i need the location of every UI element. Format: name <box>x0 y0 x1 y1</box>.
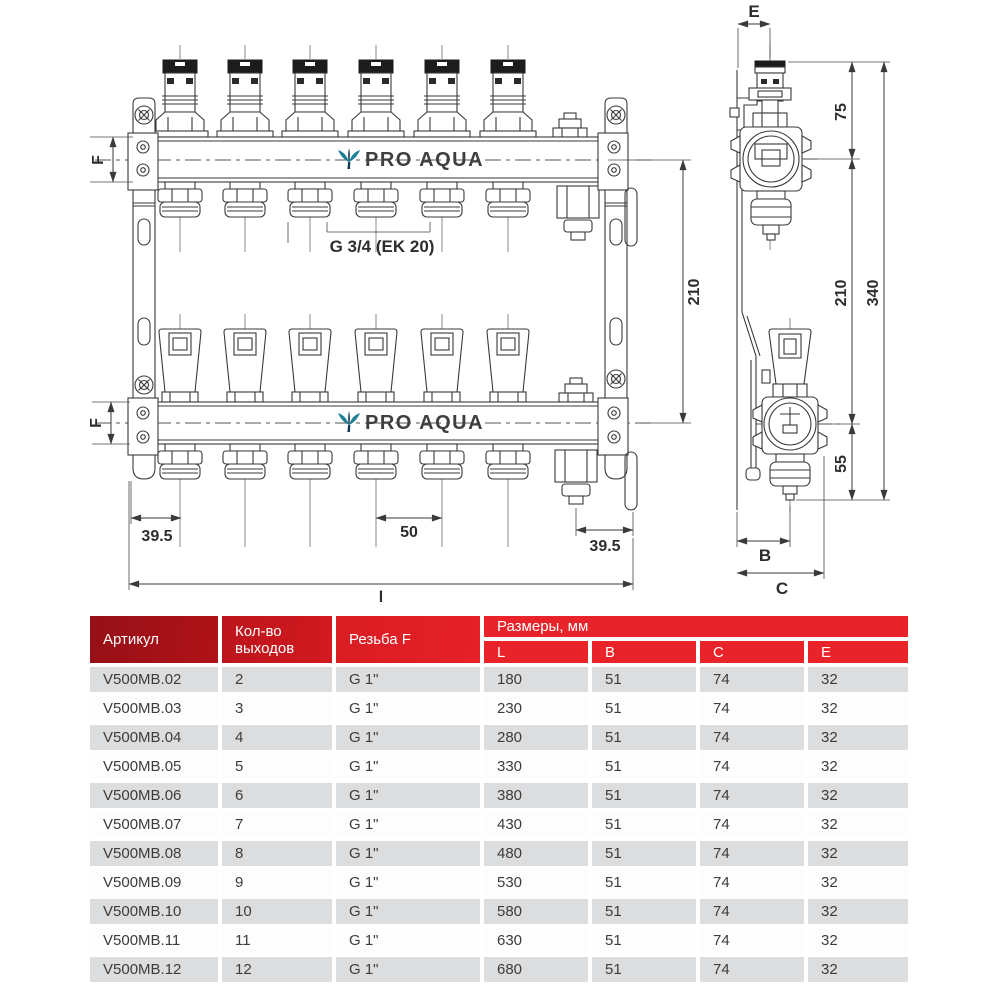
spec-cell: 74 <box>700 725 804 750</box>
spec-cell: 32 <box>808 667 908 692</box>
spec-cell: 51 <box>592 957 696 982</box>
spec-cell: 580 <box>484 899 588 924</box>
spec-cell: 2 <box>222 667 332 692</box>
side-view <box>730 2 890 598</box>
table-row <box>90 667 908 692</box>
spec-cell: V500MB.11 <box>90 928 218 953</box>
spec-cell: 32 <box>808 754 908 779</box>
dim-340 <box>865 62 884 500</box>
spec-cell: 12 <box>222 957 332 982</box>
spec-cell: 51 <box>592 696 696 721</box>
spec-cell: 74 <box>700 783 804 808</box>
svg-text:F: F <box>90 155 107 165</box>
svg-text:C: C <box>775 579 789 598</box>
spec-cell: 230 <box>484 696 588 721</box>
spec-cell: V500MB.05 <box>90 754 218 779</box>
header-c: C <box>700 641 804 663</box>
spec-cell: G 1" <box>336 667 480 692</box>
spec-cell: V500MB.08 <box>90 841 218 866</box>
table-row <box>90 783 908 808</box>
table-row <box>90 928 908 953</box>
spec-table-body <box>90 667 908 982</box>
header-thread: Резьба F <box>336 616 480 663</box>
spec-cell: 51 <box>592 667 696 692</box>
spec-cell: G 1" <box>336 696 480 721</box>
svg-text:39.5: 39.5 <box>141 528 173 545</box>
spec-cell: 32 <box>808 812 908 837</box>
spec-cell: 32 <box>808 870 908 895</box>
spec-cell: G 1" <box>336 812 480 837</box>
spec-cell: 330 <box>484 754 588 779</box>
spec-cell: 74 <box>700 899 804 924</box>
header-e: E <box>808 641 908 663</box>
front-view <box>88 45 703 606</box>
side-bottom-assembly <box>753 329 827 500</box>
left-bracket <box>128 98 158 479</box>
table-row <box>90 812 908 837</box>
header-outputs: Кол-во выходов <box>222 616 332 663</box>
dim-e <box>738 2 770 68</box>
spec-cell: 74 <box>700 667 804 692</box>
spec-cell: V500MB.06 <box>90 783 218 808</box>
table-row <box>90 899 908 924</box>
svg-text:G 3/4 (EK 20): G 3/4 (EK 20) <box>329 237 435 256</box>
spec-cell: 530 <box>484 870 588 895</box>
spec-cell: 11 <box>222 928 332 953</box>
spec-cell: G 1" <box>336 841 480 866</box>
svg-text:210: 210 <box>686 278 703 306</box>
header-dimensions-group: Размеры, мм <box>484 616 908 637</box>
spec-cell: V500MB.02 <box>90 667 218 692</box>
spec-cell: G 1" <box>336 928 480 953</box>
spec-cell: 51 <box>592 812 696 837</box>
spec-cell: V500MB.09 <box>90 870 218 895</box>
spec-cell: 32 <box>808 957 908 982</box>
spec-cell: 4 <box>222 725 332 750</box>
spec-cell: 8 <box>222 841 332 866</box>
spec-cell: G 1" <box>336 725 480 750</box>
spec-cell: 380 <box>484 783 588 808</box>
spec-cell: 32 <box>808 928 908 953</box>
spec-cell: 32 <box>808 899 908 924</box>
spec-cell: 51 <box>592 899 696 924</box>
spec-cell: V500MB.07 <box>90 812 218 837</box>
spec-cell: 32 <box>808 841 908 866</box>
spec-cell: 32 <box>808 696 908 721</box>
spec-cell: 430 <box>484 812 588 837</box>
spec-cell: 10 <box>222 899 332 924</box>
spec-table-header <box>90 616 908 663</box>
spec-cell: 51 <box>592 928 696 953</box>
spec-cell: 6 <box>222 783 332 808</box>
table-row <box>90 725 908 750</box>
spec-cell: 180 <box>484 667 588 692</box>
dim-39-5-left <box>131 481 181 545</box>
brand-label-top: PRO AQUA <box>365 149 485 171</box>
svg-text:39.5: 39.5 <box>589 538 621 555</box>
spec-cell: 74 <box>700 870 804 895</box>
spec-cell: G 1" <box>336 754 480 779</box>
svg-text:B: B <box>758 546 772 565</box>
svg-text:55: 55 <box>833 455 850 473</box>
brand-label-bottom: PRO AQUA <box>365 412 485 434</box>
spec-cell: 51 <box>592 870 696 895</box>
spec-cell: V500MB.10 <box>90 899 218 924</box>
svg-text:210: 210 <box>833 279 850 307</box>
spec-cell: V500MB.03 <box>90 696 218 721</box>
spec-cell: 9 <box>222 870 332 895</box>
spec-cell: 74 <box>700 696 804 721</box>
dim-f-top <box>90 137 133 182</box>
table-row <box>90 696 908 721</box>
spec-cell: 74 <box>700 841 804 866</box>
header-b: B <box>592 641 696 663</box>
spec-cell: 280 <box>484 725 588 750</box>
table-row <box>90 870 908 895</box>
bottom-manifold-bar <box>95 329 655 504</box>
dim-50 <box>376 518 442 541</box>
spec-cell: 630 <box>484 928 588 953</box>
svg-text:75: 75 <box>833 103 850 121</box>
spec-table <box>86 612 912 986</box>
spec-cell: 7 <box>222 812 332 837</box>
svg-text:E: E <box>748 2 760 21</box>
header-l: L <box>484 641 588 663</box>
spec-cell: 5 <box>222 754 332 779</box>
top-manifold-bar <box>95 45 655 240</box>
side-top-assembly <box>731 45 811 240</box>
spec-cell: 74 <box>700 957 804 982</box>
svg-text:l: l <box>378 589 384 606</box>
dim-210-side <box>829 159 860 424</box>
spec-cell: G 1" <box>336 899 480 924</box>
table-row <box>90 841 908 866</box>
table-row <box>90 754 908 779</box>
spec-cell: G 1" <box>336 870 480 895</box>
spec-cell: 51 <box>592 841 696 866</box>
spec-cell: 480 <box>484 841 588 866</box>
spec-cell: G 1" <box>336 783 480 808</box>
spec-cell: G 1" <box>336 957 480 982</box>
dim-39-5-right <box>576 508 633 555</box>
dim-total-length <box>129 481 633 606</box>
spec-cell: 32 <box>808 725 908 750</box>
spec-cell: 74 <box>700 812 804 837</box>
spec-cell: 74 <box>700 754 804 779</box>
spec-cell: 51 <box>592 725 696 750</box>
svg-text:340: 340 <box>865 279 882 307</box>
spec-cell: 74 <box>700 928 804 953</box>
header-article: Артикул <box>90 616 218 663</box>
spec-cell: V500MB.12 <box>90 957 218 982</box>
table-row <box>90 957 908 982</box>
spec-cell: V500MB.04 <box>90 725 218 750</box>
svg-text:50: 50 <box>400 524 418 541</box>
spec-cell: 51 <box>592 754 696 779</box>
spec-cell: 32 <box>808 783 908 808</box>
spec-cell: 680 <box>484 957 588 982</box>
dim-b <box>737 506 790 565</box>
spec-cell: 51 <box>592 783 696 808</box>
spec-cell: 3 <box>222 696 332 721</box>
svg-text:F: F <box>88 418 105 428</box>
